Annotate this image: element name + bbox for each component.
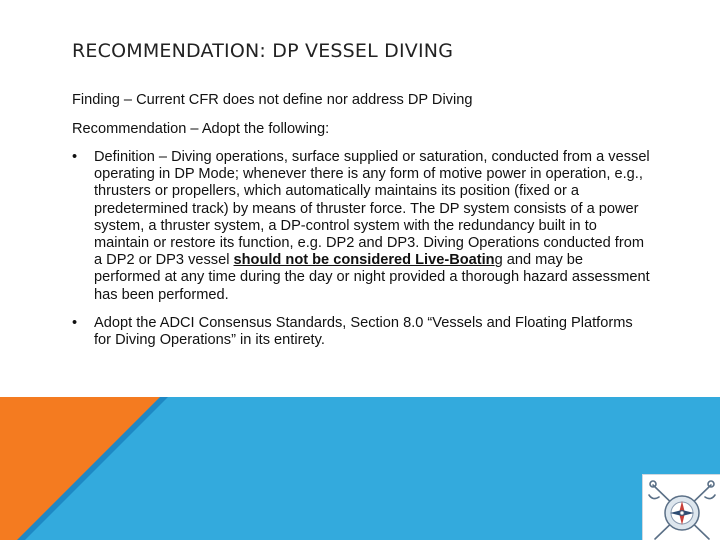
bullet-list — [72, 149, 652, 349]
bullet-marker: • — [72, 314, 78, 331]
bullet-definition-text-after: g and may be performed at any time during the day or night provided a thorough hazard assessment has been performed. — [94, 252, 650, 303]
bullet-definition-emphasis: should not be considered Live-Boatin — [233, 252, 495, 269]
recommendation-text: Adopt the following: — [201, 121, 330, 137]
bullet-definition — [72, 149, 652, 304]
finding-text: Current CFR does not define nor address DP Diving — [136, 92, 473, 108]
slide-title: RECOMMENDATION: DP VESSEL DIVING — [72, 40, 454, 62]
decorative-band — [0, 397, 720, 540]
finding-paragraph — [72, 91, 652, 110]
bullet-marker: • — [72, 149, 78, 165]
maritime-emblem — [642, 474, 720, 540]
bullet-adci-text: Adopt the ADCI Consensus Standards, Section 8.0 “Vessels and Floating Platforms for Diving Operations” in its entirety. — [94, 314, 633, 349]
recommendation-label: Recommendation – — [72, 121, 202, 137]
bullet-adci — [72, 315, 652, 349]
bullet-definition-text: Definition – Diving operations, surface supplied or saturation, conducted from a vessel operating in DP Mode; whenever there is any form of motive power in operation, e.g., thrusters or propellers, which automatically maintains its position (fixed or a predetermined track) by means of thruster force. The DP system consists of a power system, a thruster system, a DP-control system with the redundancy built in to maintain or restore its function, e.g. DP2 and DP3. Diving Operations conducted from a DP2 or DP3 vessel — [94, 149, 650, 269]
slide-body — [72, 91, 652, 360]
recommendation-paragraph — [72, 120, 652, 139]
maritime-emblem-icon — [643, 475, 720, 540]
finding-label: Finding – — [72, 92, 137, 108]
